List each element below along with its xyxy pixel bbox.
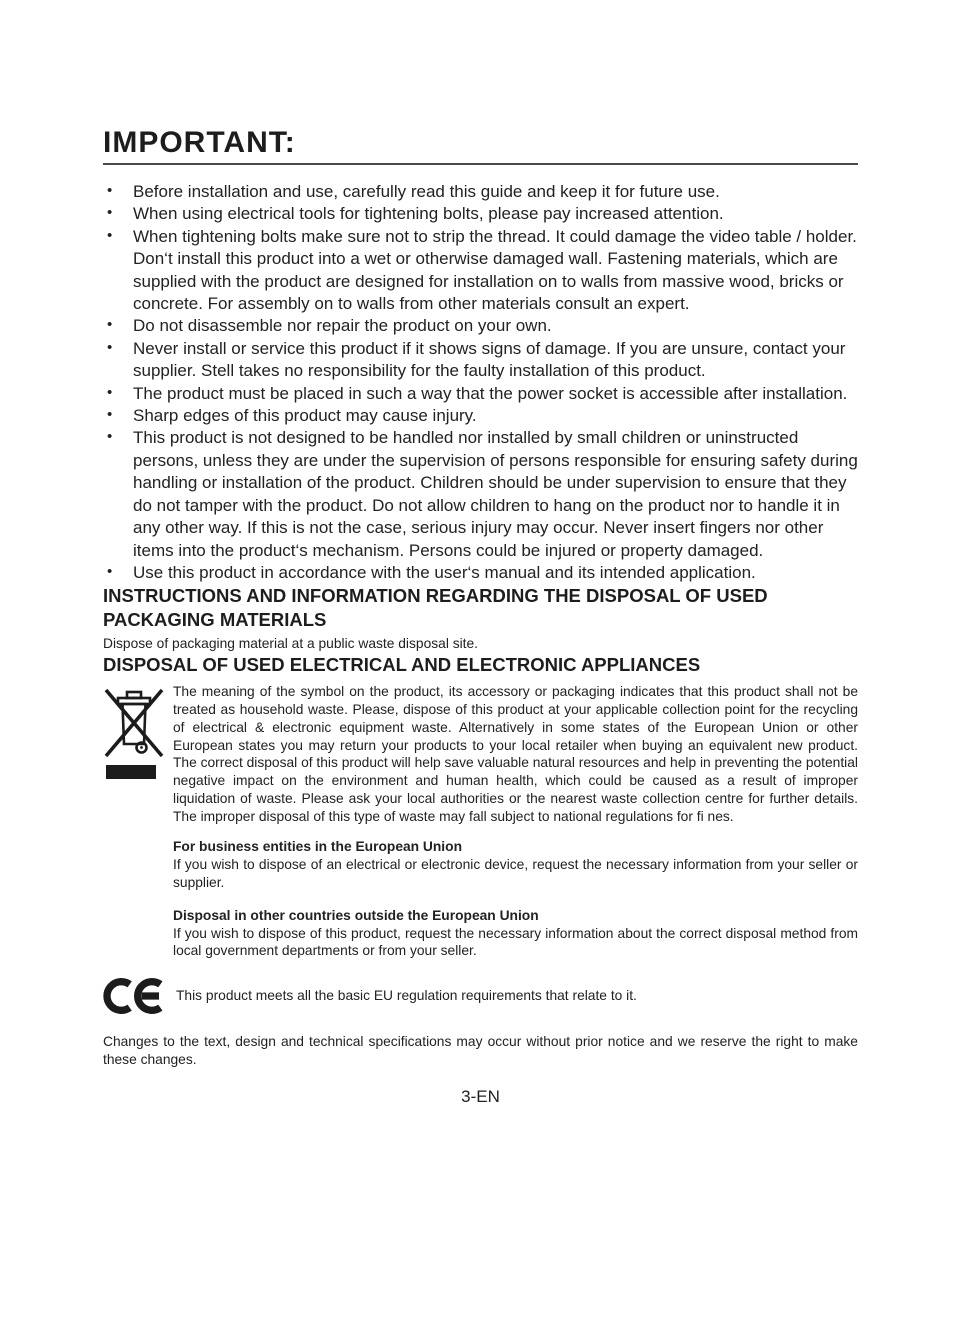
- list-item: [103, 383, 858, 405]
- disposal-subsections: [173, 838, 858, 960]
- page-title: IMPORTANT:: [103, 126, 296, 159]
- list-item: [103, 315, 858, 337]
- business-entities-heading: For business entities in the European Union: [173, 839, 463, 855]
- section-heading-packaging: INSTRUCTIONS AND INFORMATION REGARDING THE DISPOSAL OF USED PACKAGING MATERIALS: [103, 585, 768, 631]
- business-entities-body: If you wish to dispose of an electrical or electronic device, request the necessary information from your seller or supplier.: [173, 857, 858, 891]
- bullet-text: Sharp edges of this product may cause injury.: [133, 406, 477, 426]
- page-number: 3-EN: [461, 1086, 500, 1106]
- bullet-text: Never install or service this product if it shows signs of damage. If you are unsure, contact your supplier. Stell takes no responsibility for the faulty installation of this product.: [133, 338, 846, 381]
- ce-statement: This product meets all the basic EU regulation requirements that relate to it.: [176, 988, 637, 1004]
- bullet-text: When using electrical tools for tightening bolts, please pay increased attention.: [133, 204, 724, 224]
- change-notice: Changes to the text, design and technical specifications may occur without prior notice and we reserve the right to make these changes.: [103, 1034, 858, 1068]
- other-countries-heading: Disposal in other countries outside the European Union: [173, 907, 539, 923]
- title-underline: [103, 163, 858, 165]
- list-item: [103, 338, 858, 383]
- bullet-text: When tightening bolts make sure not to strip the thread. It could damage the video table / holder. Don‘t install this product into a wet or otherwise damaged wall. Fastening materials, which are supplied with the product are designed for installation on to walls from massive wood, bricks or concrete. For assembly on to walls from other materials consult an expert.: [133, 226, 857, 314]
- bullet-text: This product is not designed to be handled nor installed by small children or uninstructed persons, unless they are under the supervision of persons responsible for ensuring safety during handling or installation of the product. Children should be under supervision to ensure that they do not tamper with the product. Do not allow children to hang on the product nor to handle it in any other way. If this is not the case, serious injury may occur. Never insert fingers nor other items into the product‘s mechanism. Persons could be injured or property damaged.: [133, 428, 858, 560]
- weee-section: [103, 683, 858, 825]
- list-item: [103, 562, 858, 584]
- bullet-text: Do not disassemble nor repair the product on your own.: [133, 316, 552, 336]
- ce-mark-icon: [103, 976, 167, 1016]
- ce-section: [103, 976, 858, 1016]
- bullet-text: Before installation and use, carefully read this guide and keep it for future use.: [133, 182, 720, 201]
- bullet-text: The product must be placed in such a way that the power socket is accessible after installation.: [133, 383, 848, 403]
- other-countries-body: If you wish to dispose of this product, request the necessary information about the correct disposal method from local government departments or from your seller.: [173, 925, 858, 959]
- disposal-paragraph: The meaning of the symbol on the product, its accessory or packaging indicates that this product shall not be treated as household waste. Please, dispose of this product at your applicable collection point for the recycling of electrical & electronic equipment waste. Alternatively in some states of the European Union or other European states you may return your products to your local retailer when buying an equivalent new product. The correct disposal of this product will help save valuable natural resources and help in preventing the potential negative impact on the environment and human health, which could be caused as a result of improper liquidation of waste. Please ask your local authorities or the nearest waste collection centre for further details. The improper disposal of this type of waste may fall subject to national regulations for fi nes.: [173, 684, 858, 824]
- crossed-out-wheelie-bin-icon: [103, 683, 173, 825]
- list-item: [103, 226, 858, 316]
- list-item: [103, 405, 858, 427]
- important-bullet-list: [103, 181, 858, 584]
- packaging-body: Dispose of packaging material at a public waste disposal site.: [103, 636, 479, 652]
- list-item: [103, 203, 858, 225]
- section-heading-disposal: DISPOSAL OF USED ELECTRICAL AND ELECTRONIC APPLIANCES: [103, 654, 701, 676]
- list-item: [103, 427, 858, 561]
- bullet-text: Use this product in accordance with the user‘s manual and its intended application.: [133, 562, 756, 582]
- list-item: [103, 181, 858, 203]
